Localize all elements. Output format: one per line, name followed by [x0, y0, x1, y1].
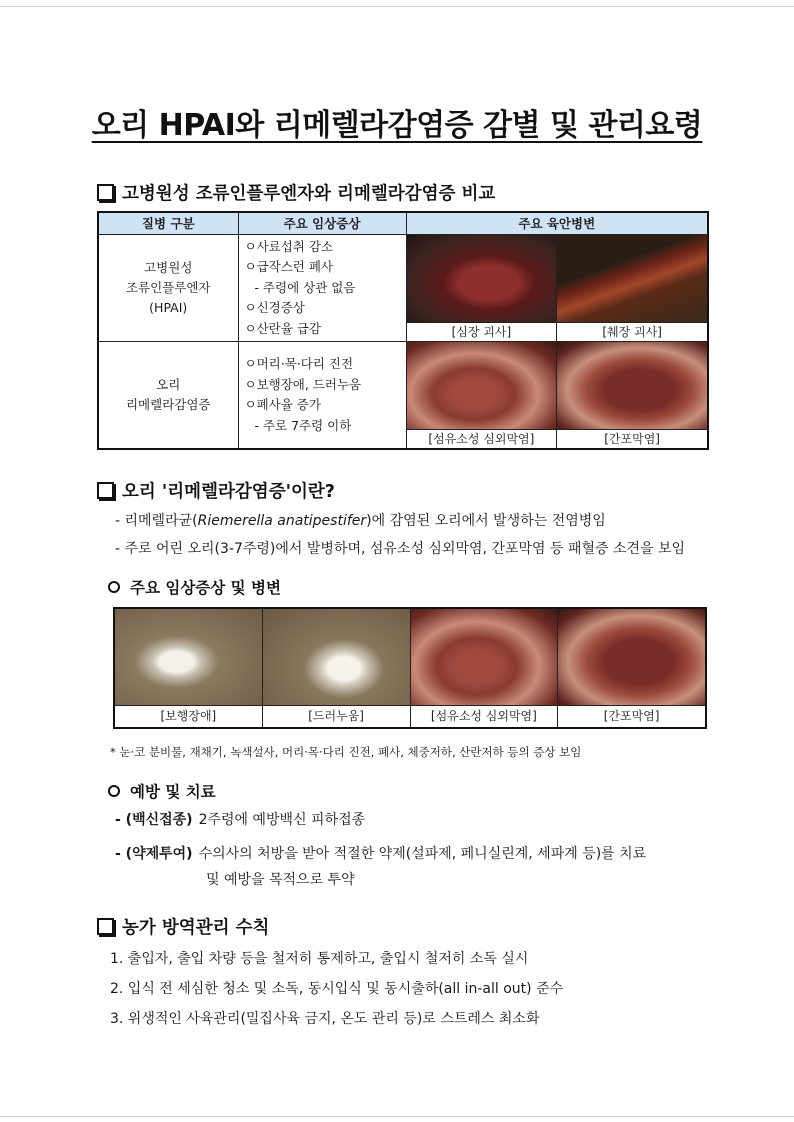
prevention-text: 수의사의 처방을 받아 적절한 약제(설파제, 페니실린계, 세파계 등)를 치료 — [198, 846, 647, 862]
photo-caption: [심장 괴사] — [407, 322, 557, 341]
disease-line: (HPAI) — [149, 299, 188, 315]
comparison-table — [97, 211, 709, 450]
pancreas-necrosis-photo — [557, 235, 707, 322]
photo-cell — [407, 235, 557, 341]
symptom-item: ㅇ보행장애, 드러누움 — [244, 376, 362, 392]
circle-bullet-icon — [108, 581, 120, 593]
section-biosecurity-title: 농가 방역관리 수칙 — [122, 918, 270, 938]
prevention-label: - (백신접종) — [115, 812, 193, 828]
photo-cell — [556, 342, 707, 448]
lesions-hpai — [406, 234, 708, 342]
symptoms-hpai — [238, 234, 406, 342]
disease-riemerella — [98, 342, 238, 450]
perihepatitis-photo — [557, 342, 707, 429]
circle-bullet-icon — [108, 785, 120, 797]
symptom-item: - 주령에 상관 없음 — [254, 279, 356, 295]
list-item: 3. 위생적인 사육관리(밀집사육 금지, 온도 관리 등)로 스트레스 최소화 — [110, 1011, 540, 1027]
subsection-symptoms-title: 주요 임상증상 및 병변 — [130, 579, 281, 597]
symptom-item: ㅇ머리·목·다리 진전 — [244, 356, 354, 371]
symptoms-riemerella — [238, 342, 406, 450]
photo-caption: [섬유소성 심외막염] — [407, 429, 557, 448]
checkbox-icon — [97, 482, 114, 499]
page-bottom-edge — [0, 1116, 794, 1117]
checkbox-icon — [97, 918, 114, 935]
symptom-photo-strip — [113, 607, 707, 729]
prevention-row-drug — [115, 841, 646, 867]
header-symptoms: 주요 임상증상 — [238, 212, 406, 234]
photo-cell — [410, 609, 558, 727]
section-comparison-heading — [97, 180, 495, 205]
document-title-text: 오리 HPAI와 리메렐라감염증 감별 및 관리요령 — [91, 108, 703, 143]
checkbox-icon — [97, 184, 114, 201]
disease-line: 리메렐라감염증 — [125, 397, 211, 412]
symptom-footnote: * 눈·코 분비물, 재채기, 녹색설사, 머리·목·다리 진전, 폐사, 체중저하, 산란저하 등의 증상 보임 — [110, 745, 582, 759]
duck-gait-photo — [115, 609, 262, 705]
photo-caption: [보행장애] — [115, 705, 262, 727]
prevention-text-continued: 및 예방을 목적으로 투약 — [206, 872, 355, 888]
subsection-symptoms-heading — [108, 576, 281, 598]
disease-line: 고병원성 — [144, 259, 193, 275]
photo-caption: [섬유소성 심외막염] — [411, 705, 558, 727]
photo-cell — [407, 342, 557, 448]
photo-caption: [드러누움] — [263, 705, 410, 727]
section-riemerella-heading — [97, 478, 335, 503]
bullet-item — [115, 507, 685, 535]
symptom-item: ㅇ신경증상 — [244, 300, 305, 315]
header-lesions: 주요 육안병변 — [406, 212, 708, 234]
photo-caption: [간포막염] — [558, 705, 705, 727]
duck-lying-photo — [263, 609, 410, 705]
pericarditis-photo — [411, 609, 558, 705]
symptom-item: ㅇ산란율 급감 — [244, 320, 321, 336]
table-header-row — [98, 212, 708, 234]
bullet-item: - 주로 어린 오리(3-7주령)에서 발병하며, 섬유소성 심외막염, 간포막염 등 패혈증 소견을 보임 — [115, 541, 686, 557]
pericarditis-photo — [407, 342, 557, 429]
symptom-item: ㅇ급작스런 폐사 — [244, 259, 333, 274]
bullet-text: )에 감염된 오리에서 발생하는 전염병임 — [366, 513, 606, 529]
symptom-item: ㅇ폐사율 증가 — [244, 397, 321, 412]
riemerella-bullets — [115, 507, 685, 563]
list-item: 2. 입식 전 세심한 청소 및 소독, 동시입식 및 동시출하(all in-all out) 준수 — [110, 981, 564, 997]
prevention-row-vaccine — [115, 807, 646, 833]
table-row-hpai — [98, 234, 708, 342]
header-disease: 질병 구분 — [98, 212, 238, 234]
symptom-item: - 주로 7주령 이하 — [254, 417, 352, 433]
table-row-riemerella — [98, 342, 708, 450]
prevention-list — [115, 807, 646, 893]
prevention-label: - (약제투여) — [115, 846, 193, 862]
biosecurity-list — [110, 944, 563, 1034]
section-biosecurity-heading — [97, 914, 269, 939]
section-comparison-title: 고병원성 조류인플루엔자와 리메렐라감염증 비교 — [122, 184, 496, 204]
photo-cell — [556, 235, 707, 341]
photo-cell — [262, 609, 410, 727]
photo-cell — [115, 609, 262, 727]
lesions-riemerella — [406, 342, 708, 450]
list-item: 1. 출입자, 출입 차량 등을 철저히 통제하고, 출입시 철저히 소독 실시 — [110, 951, 529, 967]
prevention-text: 2주령에 예방백신 피하접종 — [198, 812, 366, 828]
bullet-text: - 리메렐라균( — [115, 513, 198, 529]
disease-line: 조류인플루엔자 — [125, 279, 211, 295]
document-title — [0, 100, 794, 144]
subsection-prevention-title: 예방 및 치료 — [130, 783, 216, 801]
bullet-species: Riemerella anatipestifer — [197, 513, 367, 529]
disease-line: 오리 — [156, 377, 181, 392]
heart-necrosis-photo — [407, 235, 557, 322]
photo-cell — [557, 609, 705, 727]
page-top-edge — [0, 6, 794, 7]
disease-hpai — [98, 234, 238, 342]
photo-caption: [췌장 괴사] — [557, 322, 707, 341]
perihepatitis-photo — [558, 609, 705, 705]
section-riemerella-title: 오리 '리메렐라감염증'이란? — [122, 482, 335, 502]
photo-caption: [간포막염] — [557, 429, 707, 448]
symptom-item: ㅇ사료섭취 감소 — [244, 238, 333, 254]
subsection-prevention-heading — [108, 780, 216, 802]
